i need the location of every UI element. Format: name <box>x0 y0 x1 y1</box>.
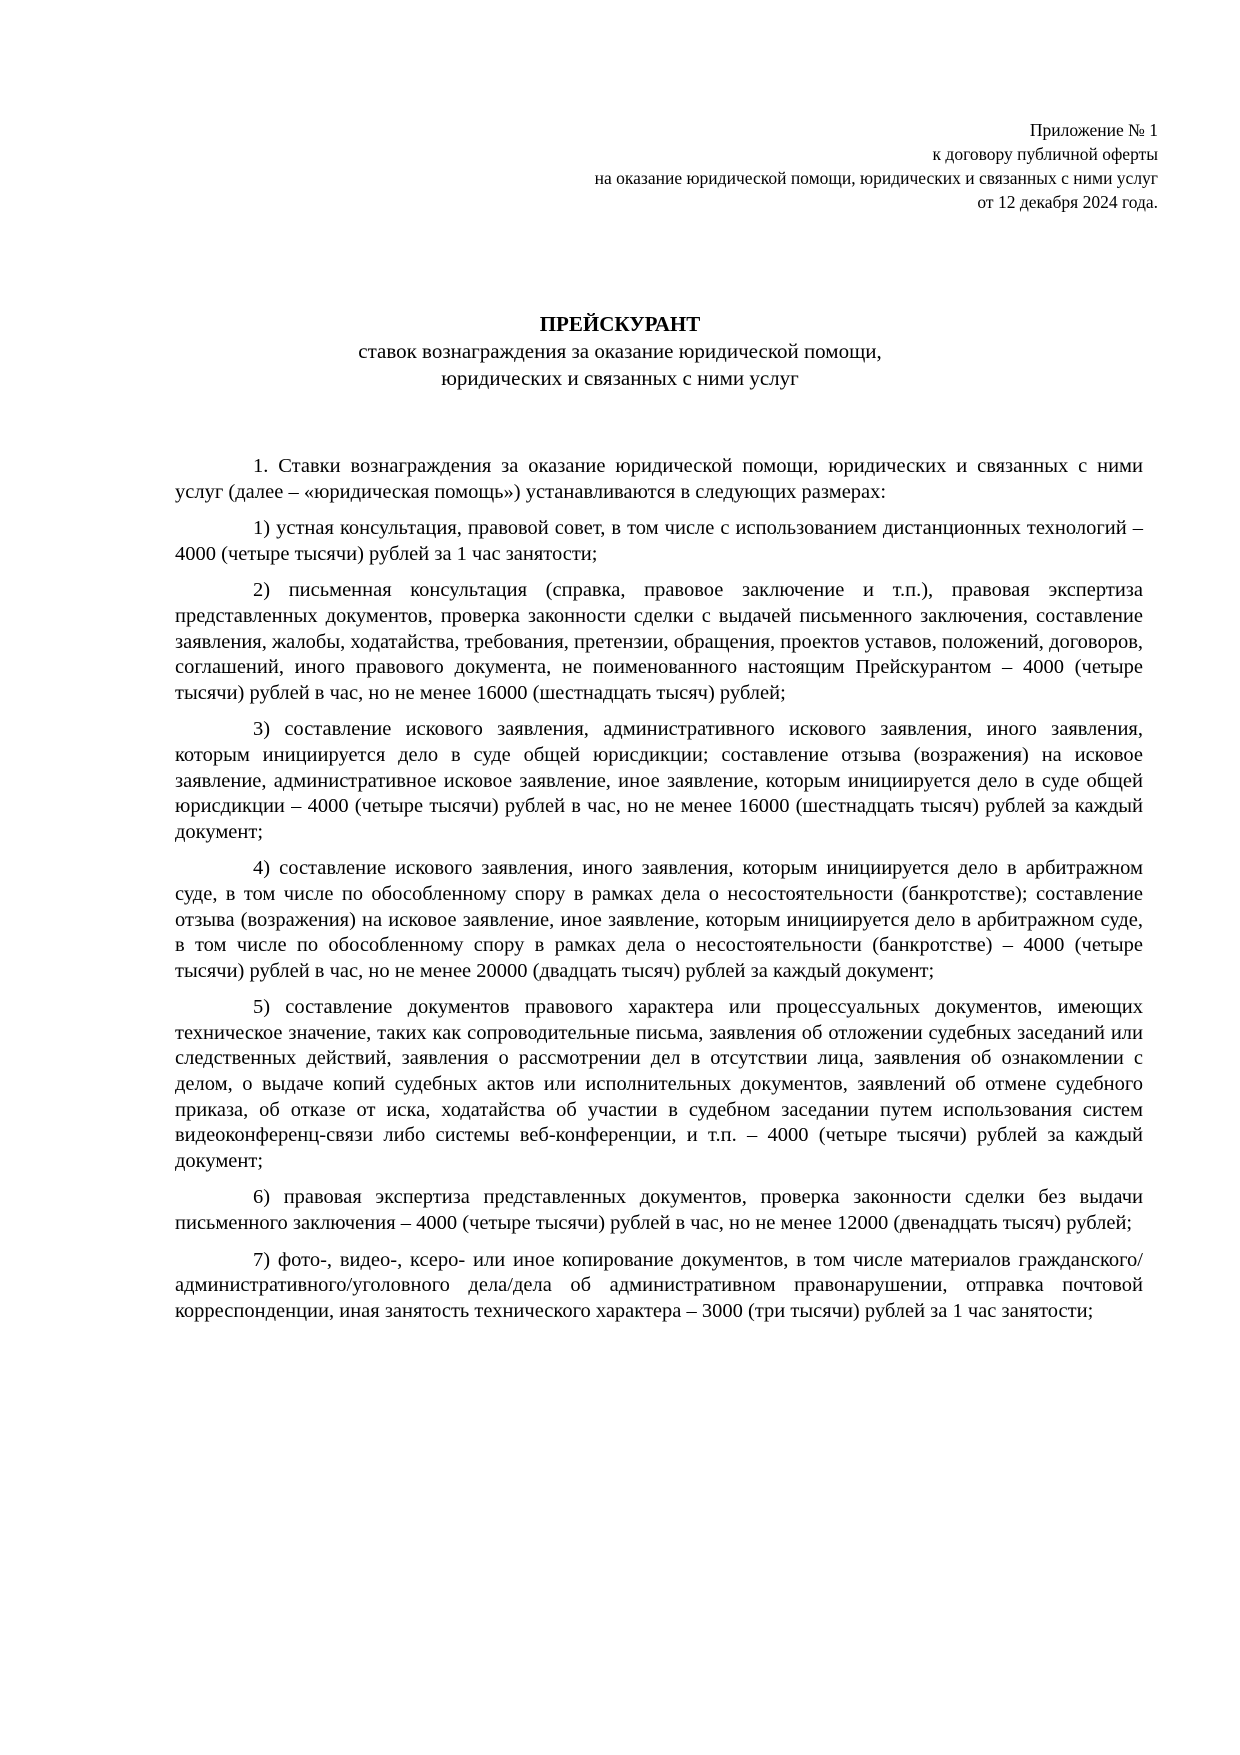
paragraph-item-6: 6) правовая экспертиза представленных документов, проверка законности сделки без выдачи письменного заключения – 4000 (четыре тысячи) рублей в час, но не менее 12000 (двенадцать тысяч) рублей; <box>175 1186 1143 1235</box>
appendix-contract-subject: на оказание юридической помощи, юридических и связанных с ними услуг <box>594 168 1158 188</box>
document-title-block <box>0 310 1240 392</box>
appendix-contract-ref: к договору публичной оферты <box>932 144 1158 164</box>
document-subtitle-line1: ставок вознаграждения за оказание юридической помощи, <box>358 339 882 363</box>
paragraph-item-5: 5) составление документов правового характера или процессуальных документов, имеющих техническое значение, таких как сопроводительные письма, заявления об отложении судебных заседаний или следственных действий, заявления о рассмотрении дел в отсутствии лица, заявления об ознакомлении с делом, о выдаче копий судебных актов или исполнительных документов, заявлений об отмене судебного приказа, об отказе от иска, ходатайства об участии в судебном заседании путем использования систем видеоконференц-связи либо системы веб-конференции, и т.п. – 4000 (четыре тысячи) рублей за каждый документ; <box>175 996 1143 1172</box>
paragraph-item-7: 7) фото-, видео-, ксеро- или иное копирование документов, в том числе материалов гражданского/административного/уголовного дела/дела об административном правонарушении, отправка почтовой корреспонденции, иная занятость технического характера – 3000 (три тысячи) рублей за 1 час занятости; <box>175 1248 1143 1322</box>
paragraph-item-4: 4) составление искового заявления, иного заявления, которым инициируется дело в арбитражном суде, в том числе по обособленному спору в рамках дела о несостоятельности (банкротстве); составление отзыва (возражения) на исковое заявление, иное заявление, которым инициируется дело в арбитражном суде, в том числе по обособленному спору в рамках дела о несостоятельности (банкротстве) – 4000 (четыре тысячи) рублей в час, но не менее 20000 (двадцать тысяч) рублей за каждый документ; <box>175 857 1143 982</box>
appendix-number: Приложение № 1 <box>1029 120 1158 140</box>
document-body <box>175 454 1143 1335</box>
document-title: ПРЕЙСКУРАНТ <box>539 312 701 336</box>
appendix-contract-date: от 12 декабря 2024 года. <box>977 192 1158 212</box>
paragraph-item-1: 1) устная консультация, правовой совет, в том числе с использованием дистанционных технологий – 4000 (четыре тысячи) рублей за 1 час занятости; <box>175 517 1143 565</box>
paragraph-item-3: 3) составление искового заявления, административного искового заявления, иного заявления, которым инициируется дело в суде общей юрисдикции; составление отзыва (возражения) на исковое заявление, административное исковое заявление, иное заявление, которым инициируется дело в суде общей юрисдикции – 4000 (четыре тысячи) рублей в час, но не менее 16000 (шестнадцать тысяч) рублей за каждый документ; <box>175 718 1143 843</box>
paragraph-item-2: 2) письменная консультация (справка, правовое заключение и т.п.), правовая экспертиза представленных документов, проверка законности сделки с выдачей письменного заключения, составление заявления, жалобы, ходатайства, требования, претензии, обращения, проектов уставов, положений, договоров, соглашений, иного правового документа, не поименованного настоящим Прейскурантом – 4000 (четыре тысячи) рублей в час, но не менее 16000 (шестнадцать тысяч) рублей; <box>175 579 1143 704</box>
paragraph-intro: 1. Ставки вознаграждения за оказание юридической помощи, юридических и связанных с ними услуг (далее – «юридическая помощь») устанавливаются в следующих размерах: <box>175 455 1143 503</box>
appendix-header <box>358 118 1158 214</box>
document-subtitle-line2: юридических и связанных с ними услуг <box>441 366 799 390</box>
